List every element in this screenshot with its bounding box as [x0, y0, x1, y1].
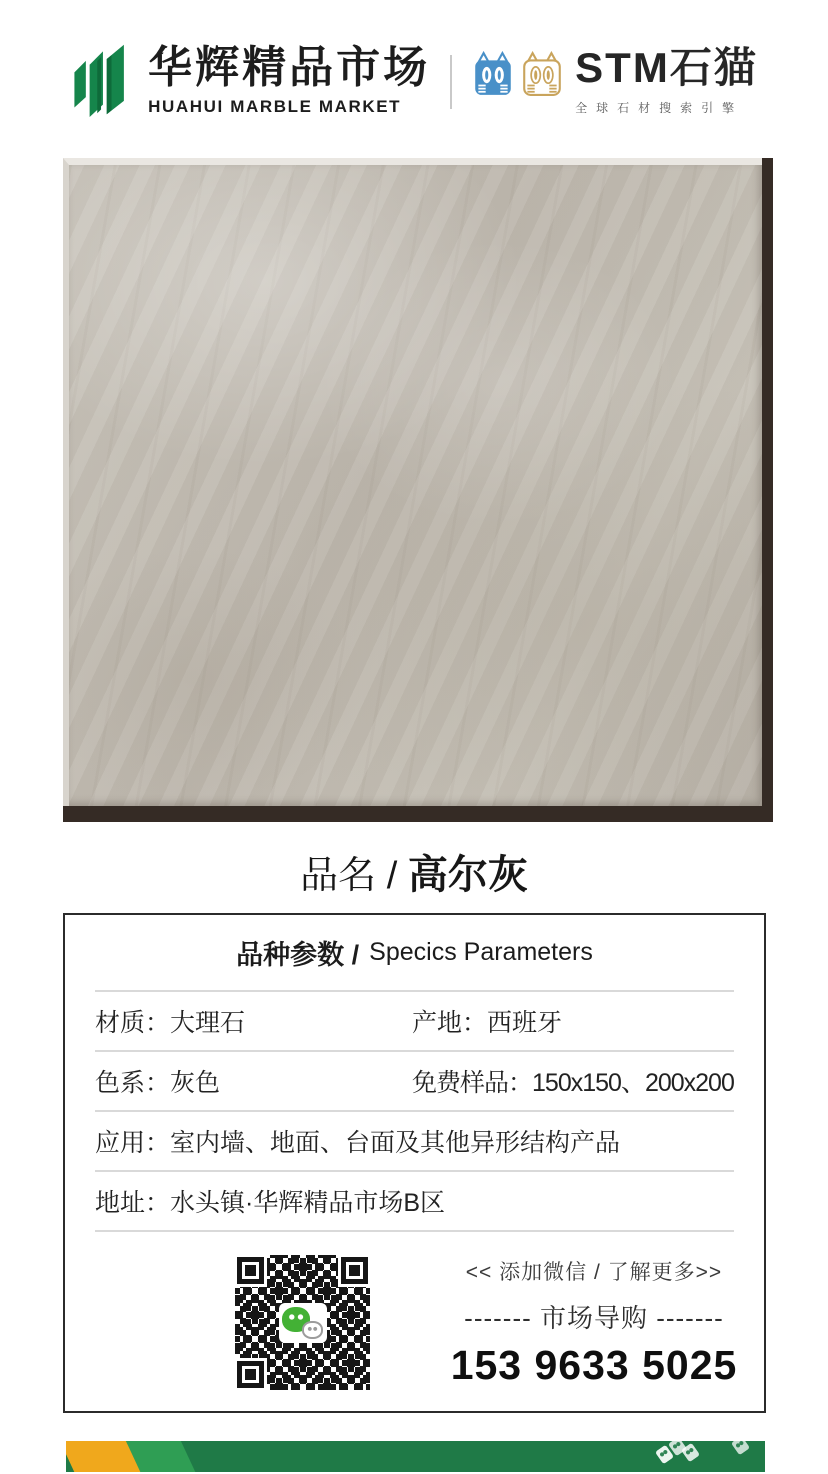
spec-color — [95, 1063, 412, 1099]
stm-tagline: 全球石材搜索引擎 — [575, 101, 744, 115]
spec-card-title — [65, 915, 764, 990]
spec-row-address — [95, 1170, 734, 1230]
header-divider — [450, 55, 452, 109]
huahui-logo-icon — [70, 40, 134, 123]
stm-brand — [472, 44, 758, 116]
product-name-label: 品名 / — [300, 855, 398, 897]
qr-finder-icon — [237, 1361, 264, 1388]
spec-samples-label: 免费样品： — [412, 1069, 533, 1097]
spec-row-color-samples — [95, 1050, 734, 1110]
footer-stripe — [66, 1441, 765, 1472]
spec-card — [63, 913, 766, 1413]
spec-origin-label: 产地： — [412, 1009, 488, 1037]
wechat-icon — [279, 1303, 327, 1343]
spec-samples-value: 150x150、200x200 — [532, 1069, 734, 1097]
header — [0, 40, 828, 123]
wechat-bubble-white-icon — [302, 1321, 323, 1339]
gold-cat-icon — [521, 51, 563, 102]
brand-name-en: HUAHUI MARBLE MARKET — [148, 97, 402, 116]
spec-material-value: 大理石 — [170, 1009, 246, 1037]
phone-number: 153 9633 5025 — [450, 1342, 738, 1388]
stm-cat-icons — [472, 51, 563, 102]
spec-material — [95, 1003, 412, 1039]
cat-watermark-icon — [731, 1441, 750, 1455]
spec-application-value: 室内墙、地面、台面及其他异形结构产品 — [170, 1129, 621, 1157]
wechat-hint: << 添加微信 / 了解更多>> — [465, 1261, 723, 1284]
spec-address-value: 水头镇·华辉精品市场B区 — [170, 1189, 446, 1217]
qr-finder-icon — [341, 1257, 368, 1284]
product-name-line — [0, 843, 828, 900]
brand-name-cn: 华辉精品市场 — [148, 43, 431, 92]
spec-color-value: 灰色 — [170, 1069, 221, 1097]
huahui-brand — [70, 40, 430, 123]
marble-sample-photo — [63, 158, 762, 806]
qr-finder-icon — [237, 1257, 264, 1284]
spec-samples — [412, 1063, 734, 1099]
wechat-qr-code — [235, 1255, 370, 1390]
market-guide-label: ------- 市场导购 ------- — [464, 1303, 724, 1333]
spec-title-cn: 品种参数 / — [236, 940, 360, 970]
huahui-brand-text — [148, 43, 431, 117]
spec-row-application — [95, 1110, 734, 1170]
product-name: 高尔灰 — [407, 853, 528, 897]
spec-origin — [412, 1003, 562, 1039]
spec-title-en: Specics Parameters — [369, 938, 593, 966]
spec-application-label: 应用： — [95, 1129, 171, 1157]
spec-address-label: 地址： — [95, 1189, 171, 1217]
spec-origin-value: 西班牙 — [487, 1009, 563, 1037]
contact-info — [428, 1256, 760, 1389]
spec-material-label: 材质： — [95, 1009, 171, 1037]
stm-brand-text — [575, 44, 758, 116]
spec-bottom-divider — [95, 1230, 734, 1232]
spec-color-label: 色系： — [95, 1069, 171, 1097]
stm-name: STM石猫 — [575, 44, 758, 91]
blue-cat-icon — [472, 51, 514, 102]
spec-row-material-origin — [95, 990, 734, 1050]
product-photo-frame — [63, 158, 773, 822]
contact-block — [235, 1255, 760, 1390]
